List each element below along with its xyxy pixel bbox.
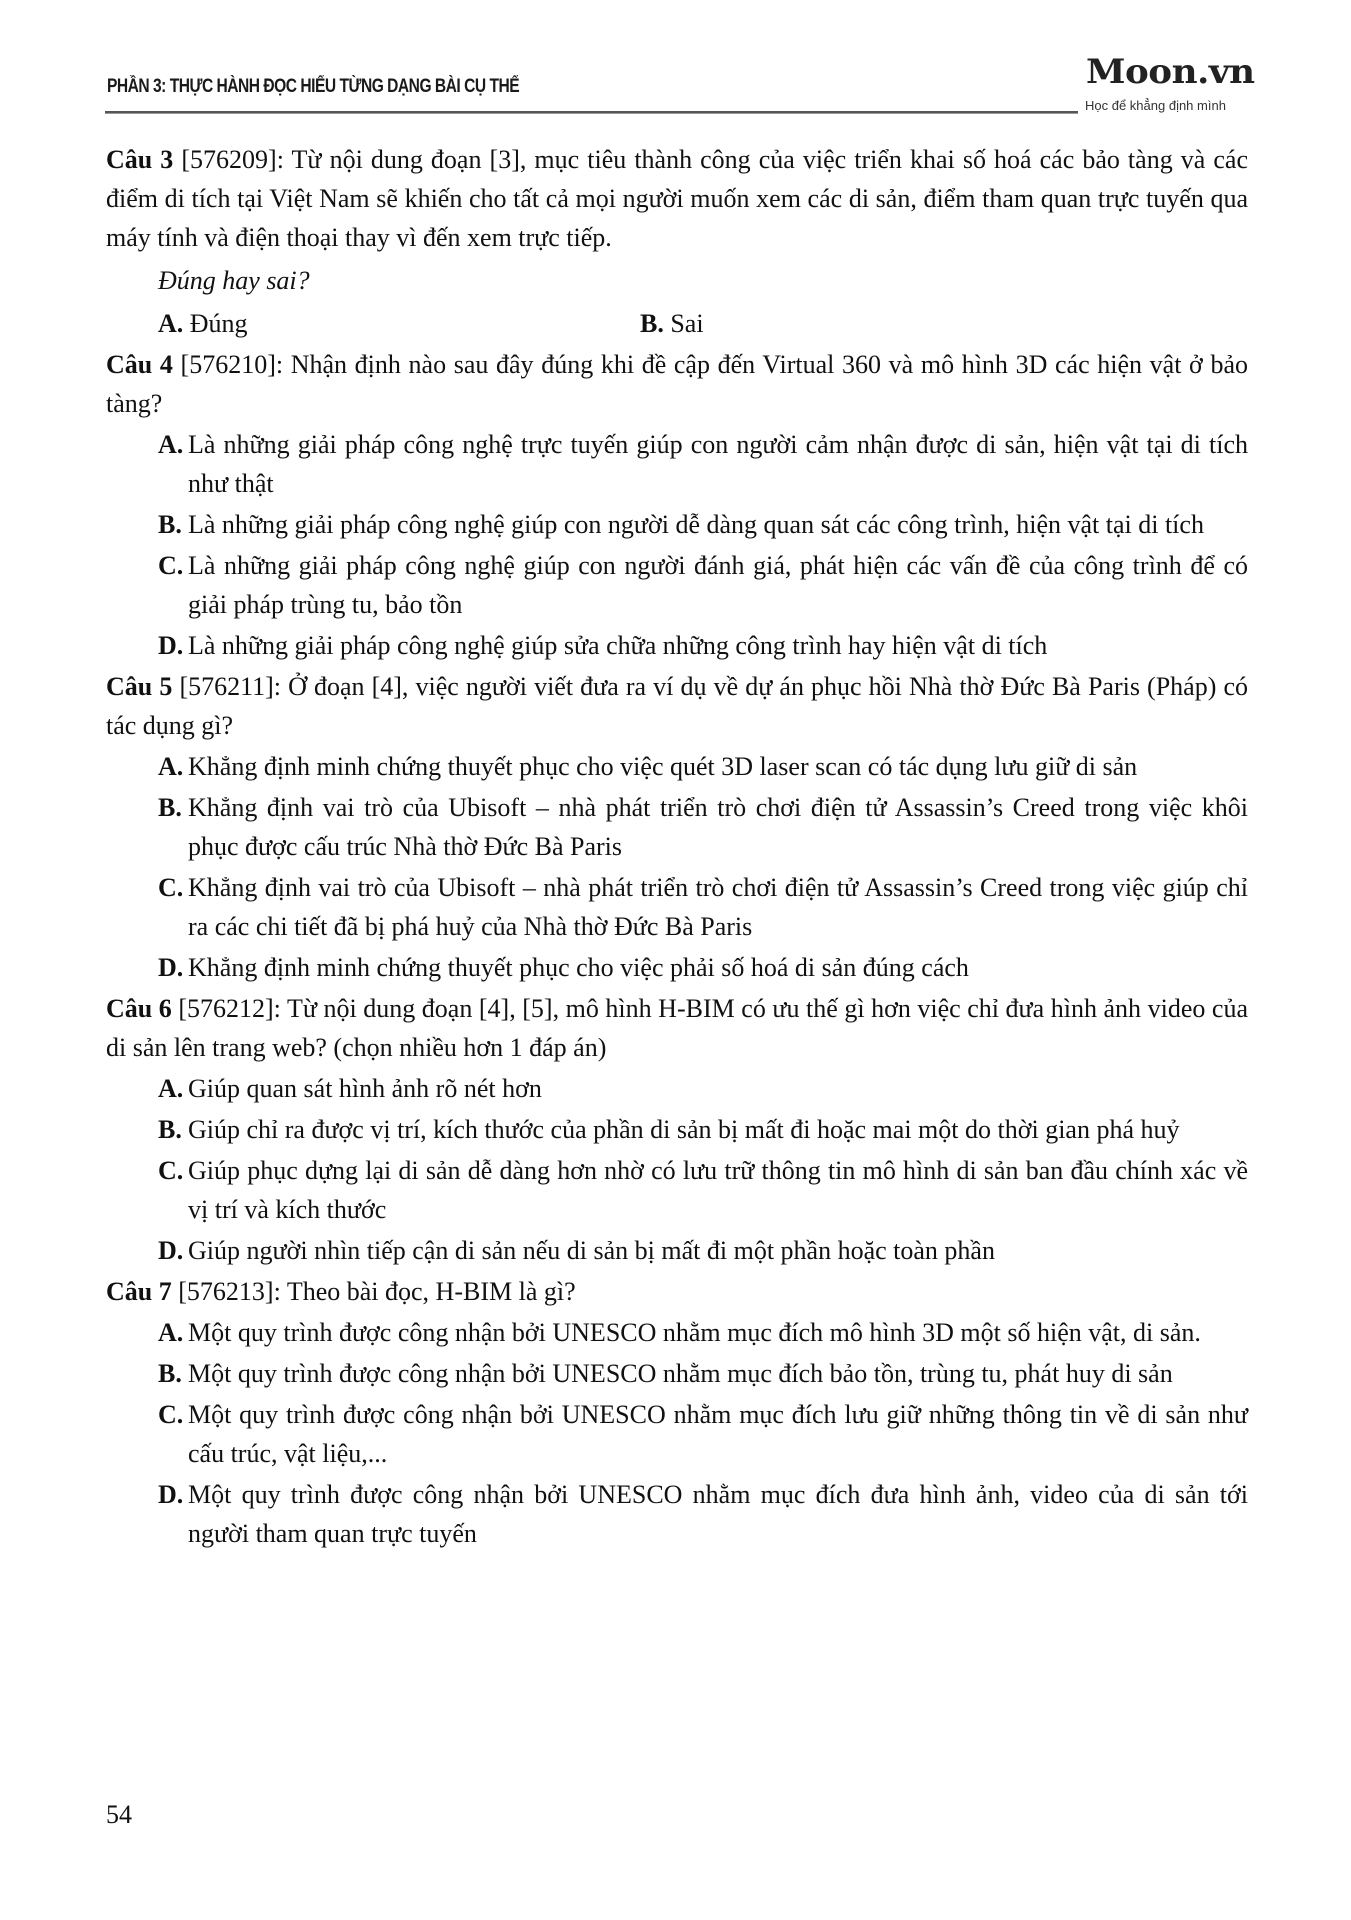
option-label: C. bbox=[158, 1400, 184, 1429]
header-rule bbox=[105, 111, 1078, 114]
option-label: D. bbox=[158, 953, 184, 982]
option-label: D. bbox=[158, 631, 184, 660]
option-d[interactable] bbox=[106, 1231, 1248, 1270]
option-label: B. bbox=[158, 793, 182, 822]
option-label: C. bbox=[158, 551, 184, 580]
question-5 bbox=[106, 667, 1248, 987]
option-text: Một quy trình được công nhận bởi UNESCO nhằm mục đích lưu giữ những thông tin về di sản như cấu trúc, vật liệu,... bbox=[188, 1400, 1248, 1468]
option-a[interactable] bbox=[106, 1313, 1248, 1352]
true-false-options bbox=[106, 304, 1248, 343]
option-text: Giúp phục dựng lại di sản dễ dàng hơn nhờ có lưu trữ thông tin mô hình di sản ban đầu chính xác về vị trí và kích thước bbox=[188, 1156, 1248, 1224]
true-false-prompt: Đúng hay sai? bbox=[158, 266, 310, 295]
page-header bbox=[0, 0, 1351, 130]
option-text: Khẳng định vai trò của Ubisoft – nhà phát triển trò chơi điện tử Assassin’s Creed trong việc khôi phục được cấu trúc Nhà thờ Đức Bà Paris bbox=[188, 793, 1248, 861]
option-text: Giúp chỉ ra được vị trí, kích thước của phần di sản bị mất đi hoặc mai một do thời gian phá huỷ bbox=[188, 1115, 1180, 1144]
option-b[interactable] bbox=[106, 1354, 1248, 1393]
question-stem bbox=[106, 140, 1248, 257]
option-label: A. bbox=[158, 1318, 184, 1347]
option-label: B. bbox=[640, 309, 664, 338]
option-label: B. bbox=[158, 510, 182, 539]
option-text: Khẳng định vai trò của Ubisoft – nhà phát triển trò chơi điện tử Assassin’s Creed trong việc giúp chỉ ra các chi tiết đã bị phá huỷ của Nhà thờ Đức Bà Paris bbox=[188, 873, 1248, 941]
question-text: [576211]: Ở đoạn [4], việc người viết đưa ra ví dụ về dự án phục hồi Nhà thờ Đức Bà Paris (Pháp) có tác dụng gì? bbox=[106, 672, 1248, 740]
option-label: A. bbox=[158, 1074, 184, 1103]
option-d[interactable] bbox=[106, 626, 1248, 665]
option-c[interactable] bbox=[106, 868, 1248, 946]
option-a[interactable] bbox=[158, 304, 640, 343]
option-text: Sai bbox=[663, 309, 704, 338]
option-d[interactable] bbox=[106, 948, 1248, 987]
question-label: Câu 3 bbox=[106, 145, 174, 174]
option-label: D. bbox=[158, 1236, 184, 1265]
option-label: C. bbox=[158, 873, 184, 902]
question-label: Câu 6 bbox=[106, 994, 172, 1023]
option-text: Khẳng định minh chứng thuyết phục cho việc quét 3D laser scan có tác dụng lưu giữ di sản bbox=[188, 752, 1138, 781]
option-text: Khẳng định minh chứng thuyết phục cho việc phải số hoá di sản đúng cách bbox=[188, 953, 969, 982]
question-text: [576210]: Nhận định nào sau đây đúng khi đề cập đến Virtual 360 và mô hình 3D các hiện vật ở bảo tàng? bbox=[106, 350, 1248, 418]
option-label: B. bbox=[158, 1359, 182, 1388]
option-label: C. bbox=[158, 1156, 184, 1185]
option-text: Một quy trình được công nhận bởi UNESCO nhằm mục đích bảo tồn, trùng tu, phát huy di sản bbox=[188, 1359, 1173, 1388]
question-3 bbox=[106, 140, 1248, 343]
option-a[interactable] bbox=[106, 747, 1248, 786]
option-text: Là những giải pháp công nghệ giúp sửa chữa những công trình hay hiện vật di tích bbox=[188, 631, 1048, 660]
option-b[interactable] bbox=[106, 788, 1248, 866]
question-text: [576212]: Từ nội dung đoạn [4], [5], mô hình H-BIM có ưu thế gì hơn việc chỉ đưa hình ảnh video của di sản lên trang web? (chọn nhiều hơn 1 đáp án) bbox=[106, 994, 1248, 1062]
option-c[interactable] bbox=[106, 1395, 1248, 1473]
question-4 bbox=[106, 345, 1248, 665]
option-text: Một quy trình được công nhận bởi UNESCO nhằm mục đích đưa hình ảnh, video của di sản tới người tham quan trực tuyến bbox=[188, 1480, 1248, 1548]
question-stem bbox=[106, 989, 1248, 1067]
option-text: Giúp người nhìn tiếp cận di sản nếu di sản bị mất đi một phần hoặc toàn phần bbox=[188, 1236, 995, 1265]
section-title: PHẦN 3: THỰC HÀNH ĐỌC HIỂU TỪNG DẠNG BÀI CỤ THỂ bbox=[107, 76, 520, 97]
question-stem bbox=[106, 345, 1248, 423]
logo-tagline: Học để khẳng định mình bbox=[1085, 98, 1226, 113]
option-a[interactable] bbox=[106, 1069, 1248, 1108]
option-text: Là những giải pháp công nghệ giúp con người dễ dàng quan sát các công trình, hiện vật tại di tích bbox=[188, 510, 1204, 539]
question-text: [576209]: Từ nội dung đoạn [3], mục tiêu thành công của việc triển khai số hoá các bảo tàng và các điểm di tích tại Việt Nam sẽ khiến cho tất cả mọi người muốn xem các di sản, điểm tham quan trực tuyến qua máy tính và điện thoại thay vì đến xem trực tiếp. bbox=[106, 145, 1248, 252]
question-text: [576213]: Theo bài đọc, H-BIM là gì? bbox=[171, 1277, 576, 1306]
option-label: B. bbox=[158, 1115, 182, 1144]
page-number: 54 bbox=[106, 1800, 132, 1829]
question-stem bbox=[106, 667, 1248, 745]
question-6 bbox=[106, 989, 1248, 1270]
question-list bbox=[106, 140, 1248, 1555]
option-label: A. bbox=[158, 752, 184, 781]
option-label: A. bbox=[158, 430, 184, 459]
question-7 bbox=[106, 1272, 1248, 1553]
option-label: D. bbox=[158, 1480, 184, 1509]
option-text: Đúng bbox=[183, 309, 248, 338]
option-d[interactable] bbox=[106, 1475, 1248, 1553]
option-c[interactable] bbox=[106, 546, 1248, 624]
option-label: A. bbox=[158, 309, 184, 338]
option-text: Một quy trình được công nhận bởi UNESCO nhằm mục đích mô hình 3D một số hiện vật, di sản. bbox=[188, 1318, 1201, 1347]
option-b[interactable] bbox=[106, 1110, 1248, 1149]
question-label: Câu 4 bbox=[106, 350, 173, 379]
question-label: Câu 5 bbox=[106, 672, 173, 701]
moon-logo: Moon.vn bbox=[1086, 52, 1255, 92]
option-a[interactable] bbox=[106, 425, 1248, 503]
option-c[interactable] bbox=[106, 1151, 1248, 1229]
option-text: Là những giải pháp công nghệ trực tuyến giúp con người cảm nhận được di sản, hiện vật tại di tích như thật bbox=[188, 430, 1248, 498]
option-text: Là những giải pháp công nghệ giúp con người đánh giá, phát hiện các vấn đề của công trình để có giải pháp trùng tu, bảo tồn bbox=[188, 551, 1248, 619]
question-label: Câu 7 bbox=[106, 1277, 172, 1306]
option-text: Giúp quan sát hình ảnh rõ nét hơn bbox=[188, 1074, 542, 1103]
option-b[interactable] bbox=[106, 505, 1248, 544]
question-stem bbox=[106, 1272, 1248, 1311]
option-b[interactable] bbox=[640, 304, 1122, 343]
